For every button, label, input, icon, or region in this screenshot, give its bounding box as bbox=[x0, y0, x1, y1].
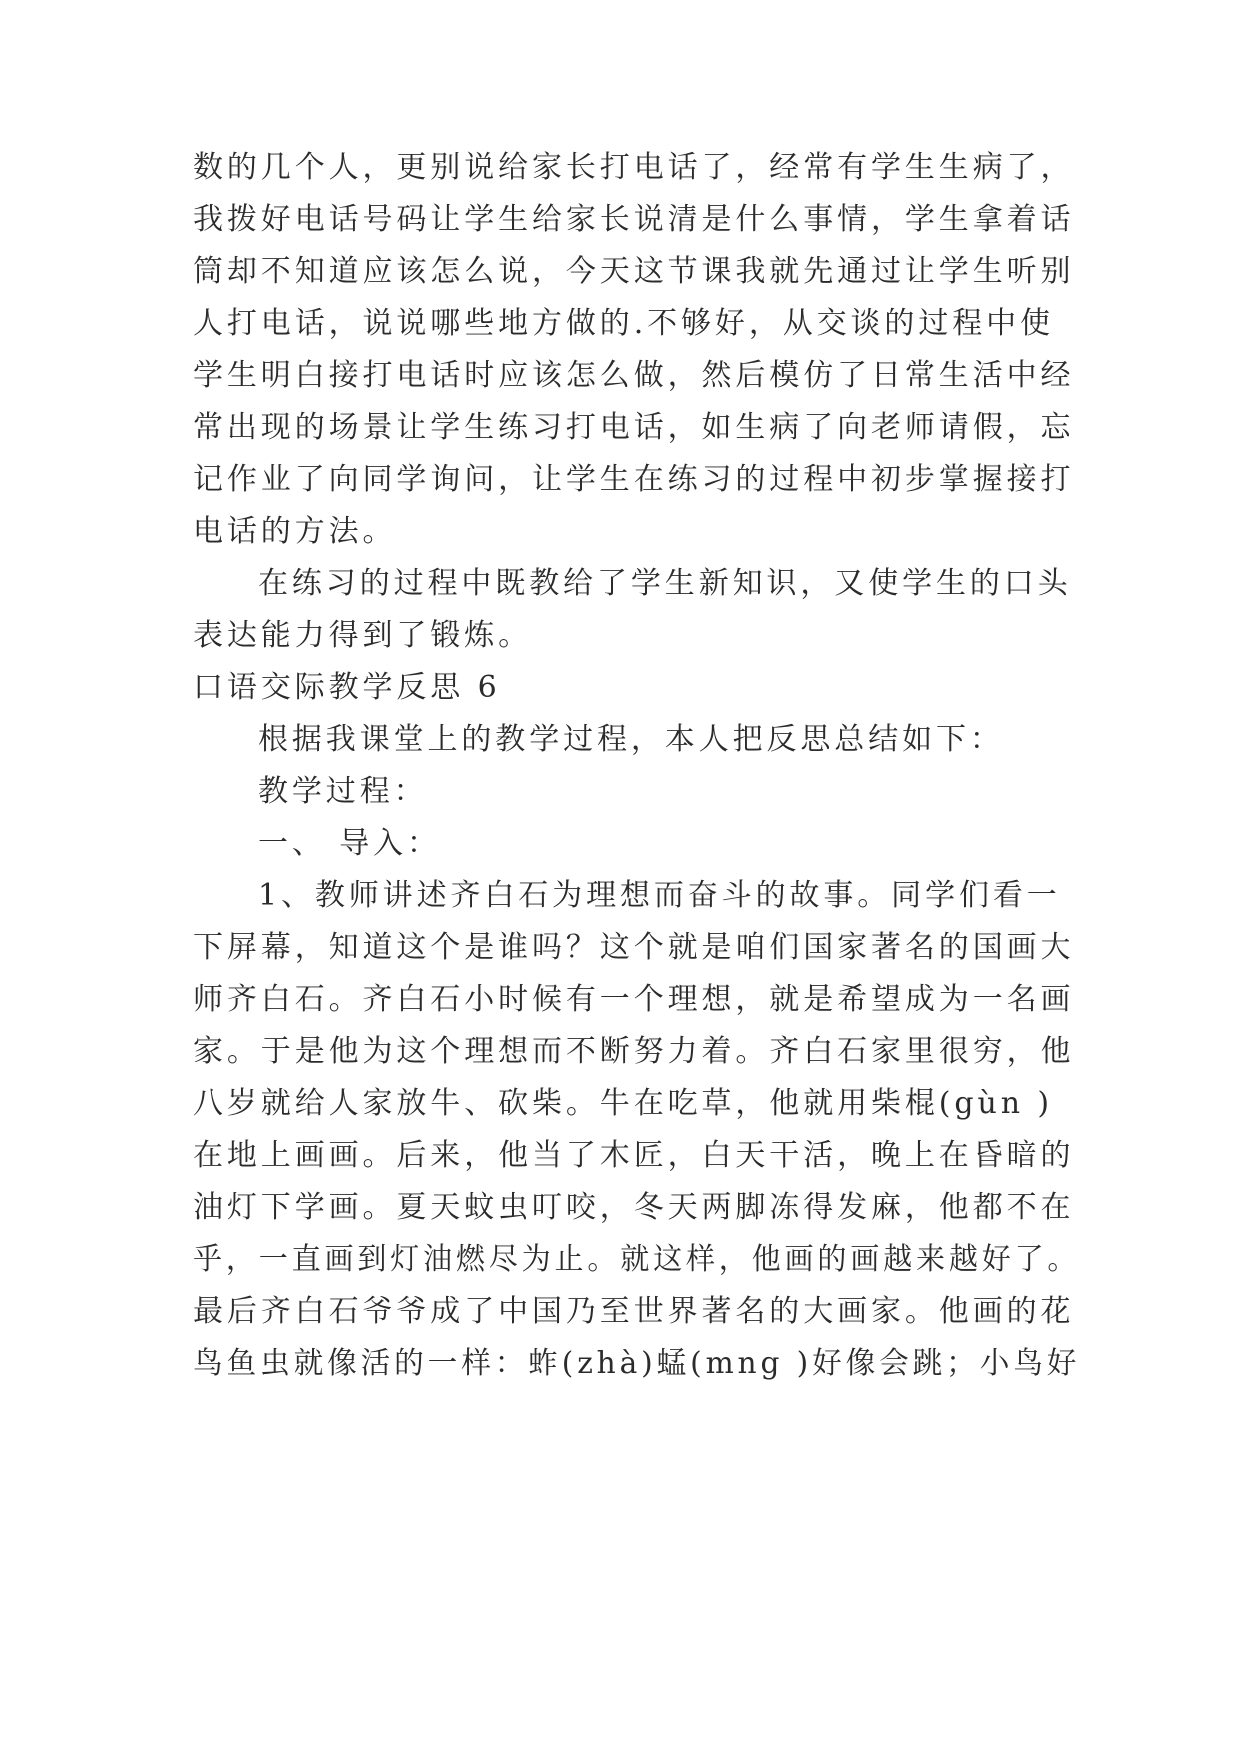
text-line: 油灯下学画。夏天蚊虫叮咬，冬天两脚冻得发麻，他都不在 bbox=[193, 1190, 1075, 1225]
text-line: 乎，一直画到灯油燃尽为止。就这样，他画的画越来越好了。 bbox=[193, 1242, 1081, 1277]
text-line: 我拨好电话号码让学生给家长说清是什么事情，学生拿着话 bbox=[193, 202, 1075, 237]
text-line: 在地上画画。后来，他当了木匠，白天干活，晚上在昏暗的 bbox=[193, 1138, 1075, 1173]
paragraph-start-line: 在练习的过程中既教给了学生新知识，又使学生的口头 bbox=[258, 566, 1072, 601]
section-heading: 口语交际教学反思 6 bbox=[193, 670, 501, 705]
text-line: 记作业了向同学询问，让学生在练习的过程中初步掌握接打 bbox=[193, 462, 1075, 497]
paragraph-start-line: 根据我课堂上的教学过程，本人把反思总结如下： bbox=[258, 722, 1004, 757]
text-line: 数的几个人，更别说给家长打电话了，经常有学生生病了， bbox=[193, 150, 1075, 185]
subheading: 一、 导入： bbox=[258, 826, 441, 861]
text-line: 电话的方法。 bbox=[193, 514, 397, 549]
text-line: 常出现的场景让学生练习打电话，如生病了向老师请假，忘 bbox=[193, 410, 1075, 445]
text-line: 鸟鱼虫就像活的一样：蚱(zhà)蜢(mng )好像会跳；小鸟好 bbox=[193, 1346, 1081, 1381]
text-line: 表达能力得到了锻炼。 bbox=[193, 618, 532, 653]
subheading: 教学过程： bbox=[258, 774, 428, 809]
text-line: 家。于是他为这个理想而不断努力着。齐白石家里很穷，他 bbox=[193, 1034, 1075, 1069]
text-line: 最后齐白石爷爷成了中国乃至世界著名的大画家。他画的花 bbox=[193, 1294, 1075, 1329]
text-line: 师齐白石。齐白石小时候有一个理想，就是希望成为一名画 bbox=[193, 982, 1075, 1017]
text-line: 学生明白接打电话时应该怎么做，然后模仿了日常生活中经 bbox=[193, 358, 1075, 393]
text-line: 人打电话，说说哪些地方做的.不够好，从交谈的过程中使 bbox=[193, 306, 1054, 341]
paragraph-start-line: 1、教师讲述齐白石为理想而奋斗的故事。同学们看一 bbox=[258, 878, 1061, 913]
text-line: 下屏幕，知道这个是谁吗？这个就是咱们国家著名的国画大 bbox=[193, 930, 1075, 965]
text-line: 筒却不知道应该怎么说，今天这节课我就先通过让学生听别 bbox=[193, 254, 1075, 289]
text-line: 八岁就给人家放牛、砍柴。牛在吃草，他就用柴棍(gùn ) bbox=[193, 1086, 1053, 1121]
